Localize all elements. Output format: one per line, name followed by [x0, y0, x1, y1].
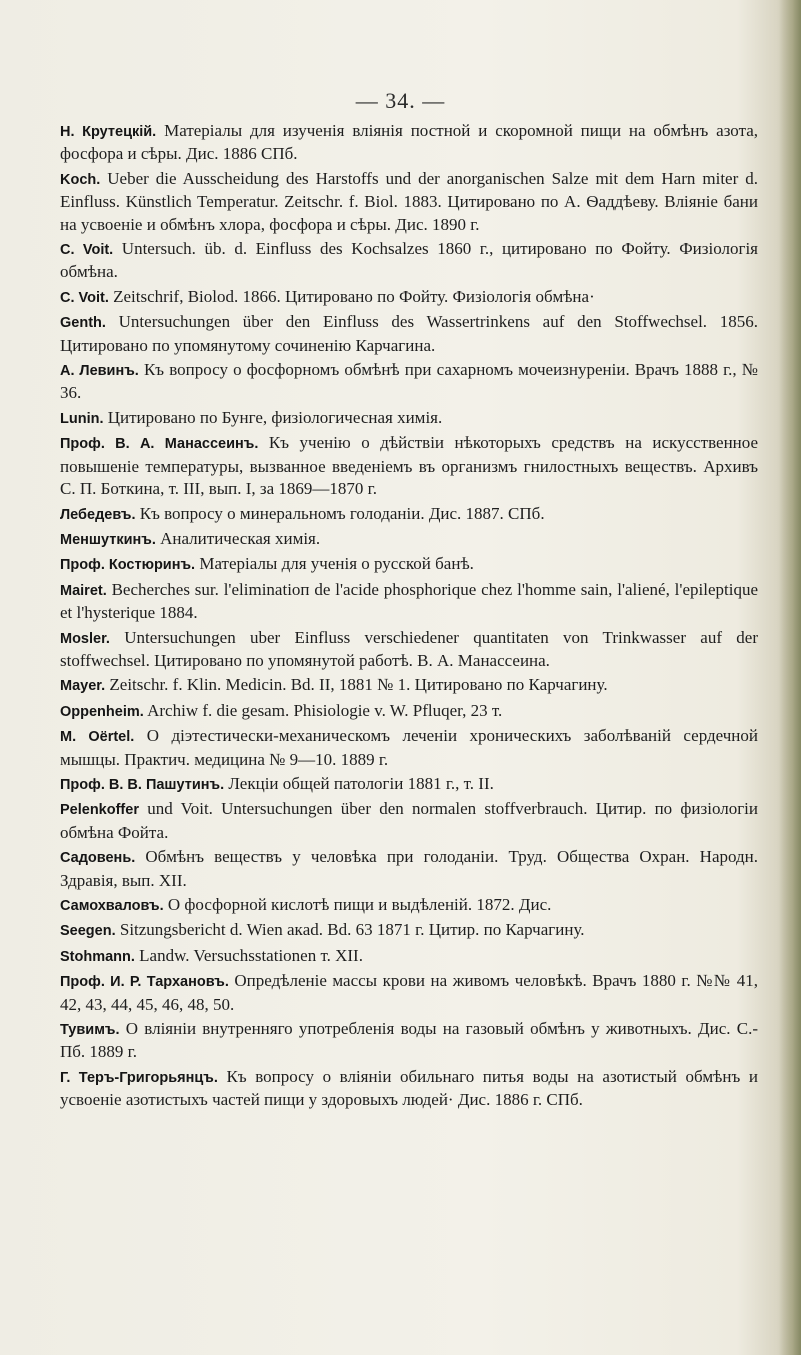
page-edge-shadow: [779, 0, 801, 1355]
entry-author: Pelenkoffer: [60, 802, 139, 819]
entry-text: Untersuch. üb. d. Einfluss des Kochsalzes 1860 г., цитировано по Фойту. Физіологія обмѣна.: [60, 239, 758, 282]
bibliography-entry: [60, 168, 758, 236]
bibliography-list: [60, 120, 758, 1114]
entry-author: Проф. В. А. Манассеинъ.: [60, 436, 259, 453]
bibliography-entry: [60, 1066, 758, 1112]
entry-text: Becherches sur. l'eliminatioп de l'acide phosphorique chez l'homme sain, l'aliené, l'epileptique et l'hysterique 1884.: [60, 579, 758, 623]
entry-author: Lunin.: [60, 410, 104, 427]
page-number: — 34. —: [355, 88, 446, 113]
entry-author: Проф. Костюринъ.: [60, 557, 196, 574]
entry-text: Матеріалы для изученія вліянія постной и скоромной пищи на обмѣнъ азота, фосфора и сѣры. Дис. 1886 СПб.: [60, 121, 759, 164]
entry-author: Mosler.: [60, 630, 110, 647]
entry-text: Обмѣнъ веществъ у человѣка при голоданіи. Труд. Общества Охран. Народн. Здравія, вып. XII.: [60, 847, 759, 890]
bibliography-entry: [60, 432, 758, 500]
bibliography-entry: [60, 286, 758, 309]
entry-author: Лебедевъ.: [60, 506, 136, 523]
bibliography-entry: [60, 238, 758, 284]
bibliography-entry: [60, 553, 758, 576]
entry-text: Zeitschrif, Biolod. 1866. Цитировано по Фойту. Физіологія обмѣна·: [113, 286, 595, 306]
bibliography-entry: [60, 1018, 758, 1064]
entry-text: Sitzungsbericht d. Wien акad. Bd. 63 1871 г. Цитир. по Карчагину.: [119, 920, 585, 940]
bibliography-entry: [60, 503, 758, 526]
bibliography-entry: [60, 528, 758, 551]
entry-author: Н. Крутецкій.: [60, 124, 157, 140]
bibliography-entry: [60, 846, 758, 892]
entry-author: Mairet.: [60, 582, 107, 599]
bibliography-entry: [60, 945, 758, 968]
entry-text: Къ ученію о дѣйствіи нѣкоторыхъ средствъ на искусственное повышеніе температуры, вызванное введеніемъ въ организмъ гнилостныхъ веществъ. Архивъ С. П. Боткина, т. III, вып. I, за 1869—1870 г.: [60, 433, 759, 499]
entry-text: Опредѣленіе массы крови на живомъ человѣкѣ. Врачъ 1880 г. №№ 41, 42, 43, 44, 45, 46, 48, 50.: [60, 971, 759, 1014]
entry-author: Seegen.: [60, 923, 116, 940]
bibliography-entry: [60, 970, 758, 1016]
entry-text: Zeitschr. f. Klin. Medicin. Bd. II, 1881 № 1. Цитировано по Карчагину.: [109, 675, 608, 695]
entry-text: Матеріалы для ученія о русской банѣ.: [199, 554, 474, 574]
bibliography-entry: [60, 674, 758, 697]
entry-text: Landw. Versuchsstationen т. XII.: [139, 945, 363, 965]
entry-author: Меншуткинъ.: [60, 531, 156, 548]
entry-text: Archiw f. die gesam. Phisiologie v. W. Pfluqer, 23 т.: [147, 700, 503, 720]
entry-author: Тувимъ.: [60, 1022, 120, 1039]
entry-text: Аналитическая химія.: [160, 528, 321, 548]
entry-author: Mayer.: [60, 678, 106, 695]
entry-author: М. Оёrtel.: [60, 729, 135, 746]
bibliography-entry: [60, 407, 758, 430]
bibliography-entry: [60, 120, 758, 166]
entry-author: А. Левинъ.: [60, 363, 139, 380]
entry-text: О вліяніи внутренняго употребленія воды на газовый обмѣнъ у животныхъ. Дис. С.-Пб. 1889 г.: [60, 1019, 759, 1062]
entry-author: Genth.: [60, 315, 106, 332]
bibliography-entry: [60, 919, 758, 942]
entry-text: О фосфорной кислотѣ пищи и выдѣленій. 1872. Дис.: [167, 895, 552, 914]
bibliography-entry: [60, 700, 758, 723]
bibliography-entry: [60, 894, 758, 917]
bibliography-entry: [60, 311, 758, 357]
entry-author: C. Voit.: [60, 289, 109, 306]
entry-text: Къ вопросу о вліяніи обильнаго питья воды на азотистый обмѣнъ и усвоеніе азотистыхъ частей пищи у здоровыхъ людей· Дис. 1886 г. СПб.: [60, 1066, 758, 1110]
entry-author: Проф. В. В. Пашутинъ.: [60, 776, 225, 793]
entry-author: Проф. И. Р. Тархановъ.: [60, 974, 229, 991]
entry-author: Самохваловъ.: [60, 898, 164, 914]
entry-author: C. Voit.: [60, 242, 114, 259]
entry-text: Къ вопросу о фосфорномъ обмѣнѣ при сахарномъ мочеизнуреніи. Врачъ 1888 г., № 36.: [60, 360, 758, 403]
entry-text: Untersuchungen uber Einfluss verschiedener quantitaten von Trinkwasser auf der stoffwechsel. Цитировано по упомянутой работѣ. В. А. Манассеина.: [60, 627, 759, 670]
bibliography-entry: [60, 579, 758, 625]
bibliography-entry: [60, 359, 758, 405]
entry-text: О діэтестически-механическомъ леченіи хроническихъ заболѣваній сердечной мышцы. Практич. медицина № 9—10. 1889 г.: [60, 726, 759, 769]
entry-text: Къ вопросу о минеральномъ голоданіи. Дис. 1887. СПб.: [139, 503, 545, 523]
entry-text: Цитировано по Бунге, физіологичесная химія.: [107, 407, 443, 427]
entry-author: Г. Теръ-Григорьянцъ.: [60, 1069, 218, 1086]
bibliography-entry: [60, 773, 758, 796]
entry-text: Лекціи общей патологіи 1881 г., т. II.: [228, 773, 494, 793]
bibliography-entry: [60, 627, 758, 673]
bibliography-entry: [60, 725, 758, 771]
entry-text: Ueber die Ausscheidung des Harstoffs und der anorganischen Salze mit dem Harn miter d. Einfluss. Künstlich Temperatur. Zeitschr. f. Biol. 1883. Цитировано по А. Ѳаддѣеву. Вліяніе бани на усвоеніе и обмѣнъ хлора, фосфора и сѣры. Дис. 1890 г.: [60, 168, 758, 234]
entry-author: Stohmann.: [60, 948, 135, 965]
entry-author: Садовень.: [60, 850, 136, 867]
entry-author: Koch.: [60, 171, 101, 188]
bibliography-entry: [60, 798, 758, 844]
entry-author: Oppenheim.: [60, 703, 144, 720]
entry-text: und Voit. Untersuchungen über den normalen stoffverbrauch. Цитир. по физіологіи обмѣна Фойта.: [60, 799, 758, 842]
entry-text: Untersuchungen über den Einfluss des Wassertrinkens auf den Stoffwechsel. 1856. Цитировано по упомянутому сочиненію Карчагина.: [60, 312, 759, 355]
